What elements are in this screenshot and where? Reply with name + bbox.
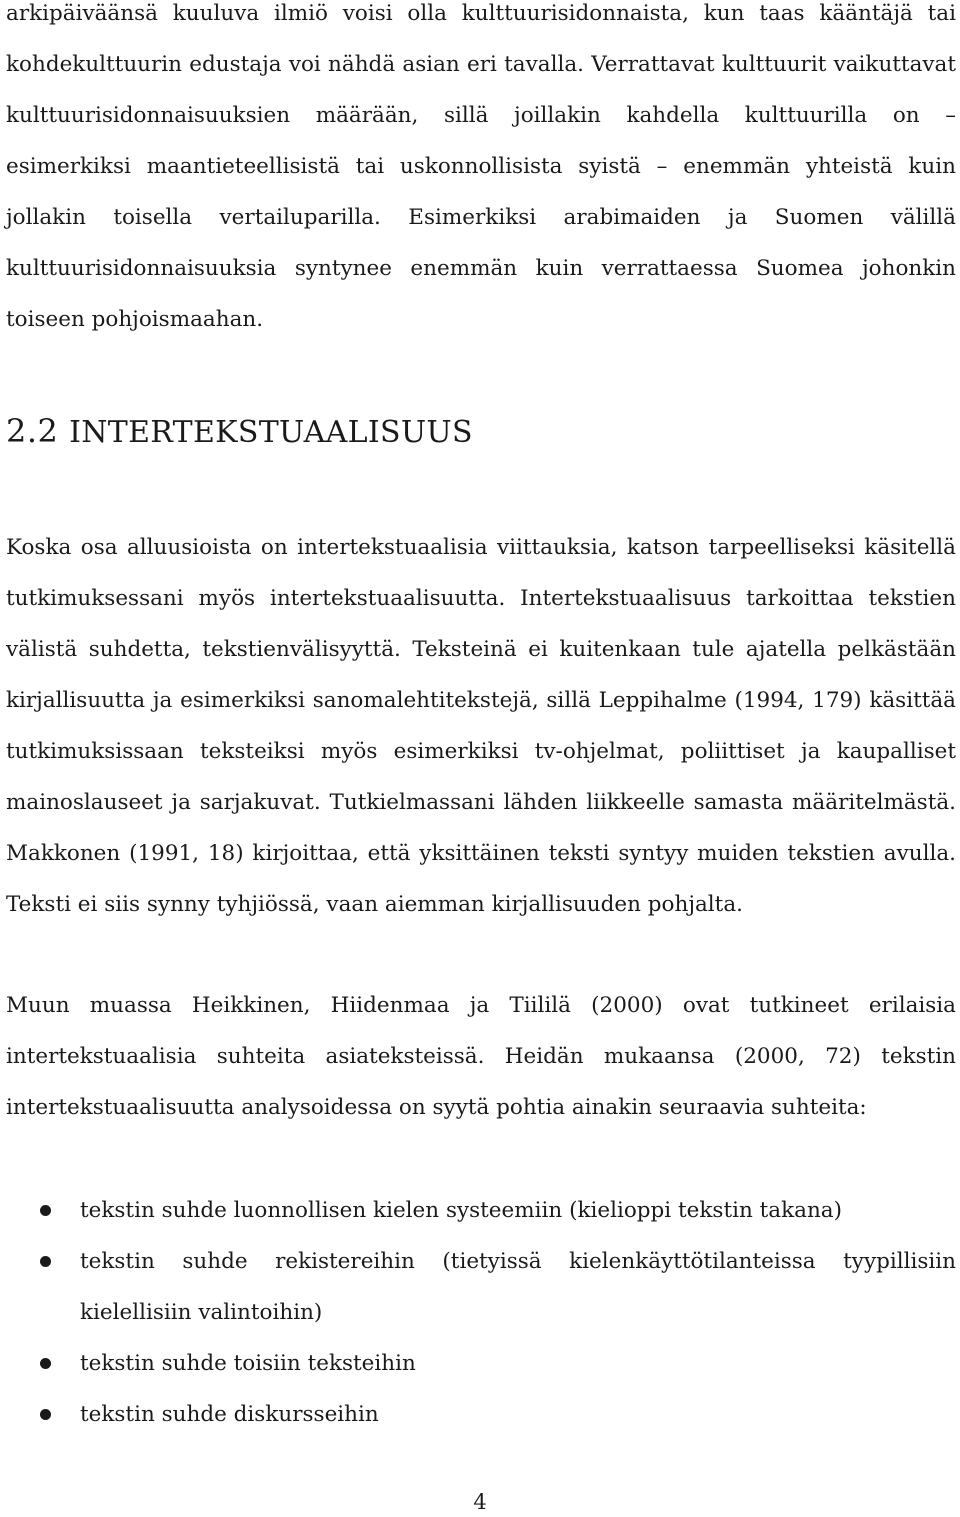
- bullet-icon: [40, 1358, 51, 1369]
- list-item-text: tekstin suhde diskursseihin: [80, 1402, 379, 1427]
- section-heading: [6, 404, 473, 460]
- bullet-icon: [40, 1256, 51, 1267]
- bullet-icon: [40, 1205, 51, 1216]
- list-item: [6, 1338, 956, 1389]
- list-item-text: tekstin suhde rekistereihin (tietyissä kielenkäyttötilanteissa tyypillisiin kielellisiin valintoihin): [80, 1249, 956, 1325]
- body-paragraph-2: Koska osa alluusioista on intertekstuaalisia viittauksia, katson tarpeelliseksi käsitellä tutkimuksessani myös intertekstuaalisuutta. Intertekstuaalisuus tarkoittaa tekstien välistä suhdetta, tekstienvälisyyttä. Teksteinä ei kuitenkaan tule ajatella pelkästään kirjallisuutta ja esimerkiksi sanomalehtitekstejä, sillä Leppihalme (1994, 179) käsittää tutkimuksissaan teksteiksi myös esimerkiksi tv-ohjelmat, poliittiset ja kaupalliset mainoslauseet ja sarjakuvat. Tutkielmassani lähden liikkeelle samasta määritelmästä. Makkonen (1991, 18) kirjoittaa, että yksittäinen teksti syntyy muiden tekstien avulla. Teksti ei siis synny tyhjiössä, vaan aiemman kirjallisuuden pohjalta.: [6, 535, 956, 917]
- section-number: 2.2: [6, 412, 59, 450]
- body-paragraph-1: arkipäiväänsä kuuluva ilmiö voisi olla kulttuurisidonnaista, kun taas kääntäjä tai kohdekulttuurin edustaja voi nähdä asian eri tavalla. Verrattavat kulttuurit vaikuttavat kulttuurisidonnaisuuksien määrään, sillä joillakin kahdella kulttuurilla on – esimerkiksi maantieteellisistä tai uskonnollisista syistä – enemmän yhteistä kuin jollakin toisella vertailuparilla. Esimerkiksi arabimaiden ja Suomen välillä kulttuurisidonnaisuuksia syntynee enemmän kuin verrattaessa Suomea johonkin toiseen pohjoismaahan.: [6, 1, 956, 332]
- list-item-text: tekstin suhde luonnollisen kielen systeemiin (kielioppi tekstin takana): [80, 1198, 843, 1223]
- body-paragraph-3: Muun muassa Heikkinen, Hiidenmaa ja Tiililä (2000) ovat tutkineet erilaisia intertekstuaalisia suhteita asiateksteissä. Heidän mukaansa (2000, 72) tekstin intertekstuaalisuutta analysoidessa on syytä pohtia ainakin seuraavia suhteita:: [6, 993, 956, 1120]
- list-item: [6, 1185, 956, 1236]
- bullet-icon: [40, 1409, 51, 1420]
- page-number: 4: [473, 1490, 487, 1514]
- list-item: [6, 1236, 956, 1338]
- bullet-list: [6, 1185, 956, 1440]
- section-title: INTERTEKSTUAALISUUS: [69, 415, 473, 450]
- list-item: [6, 1389, 956, 1440]
- list-item-text: tekstin suhde toisiin teksteihin: [80, 1351, 416, 1376]
